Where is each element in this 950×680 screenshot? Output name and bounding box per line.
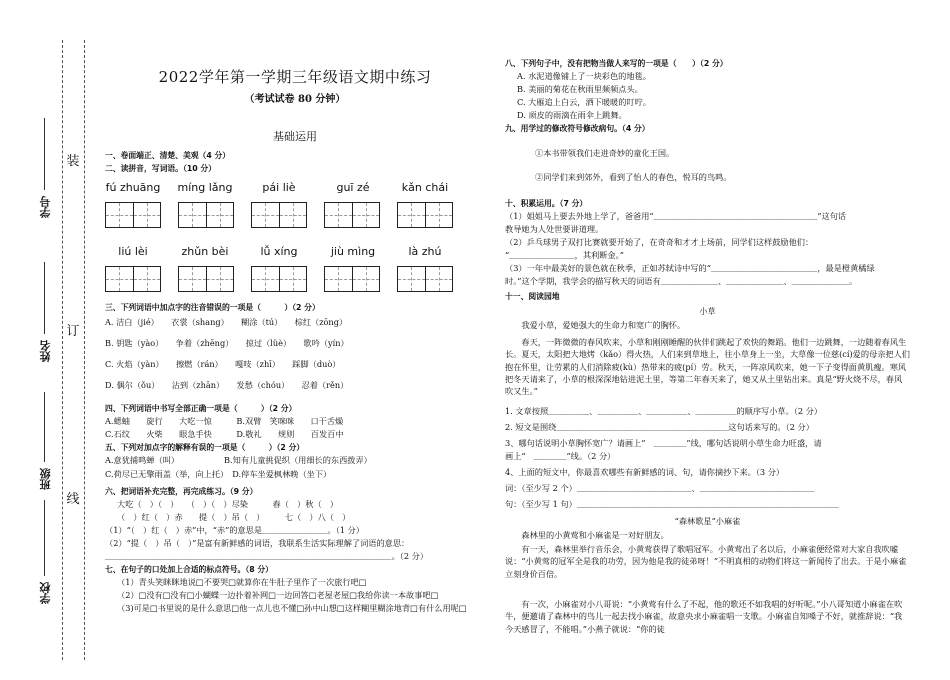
q8-option-a: A. 水泥道像铺上了一块彩色的地毯。 [517, 71, 651, 81]
q6-row: ＿＿＿＿＿＿＿＿＿＿＿＿＿＿＿＿＿＿＿＿＿＿＿＿＿＿＿＿＿＿＿＿＿＿＿。（2 分） [105, 551, 429, 561]
pinyin-label: pái liè [262, 181, 296, 194]
q4-row: C.石纹 火柴 眼急手快 D.敬礼 规则 百发百中 [105, 429, 344, 439]
question-11: 十一、阅读园地 [505, 292, 560, 301]
exam-title: 2022学年第一学期三年级语文期中练习 [158, 68, 432, 86]
field-student-id: 学号 [39, 196, 52, 218]
writing-box[interactable] [324, 266, 380, 292]
writing-box[interactable] [178, 202, 234, 228]
q10-row: “＿＿＿＿＿＿＿＿，其利断金。” [505, 250, 624, 260]
binding-char-zhuang: 装 [66, 148, 79, 171]
pinyin-label: míng lǎng [177, 181, 233, 194]
binding-char-ding: 订 [66, 318, 79, 341]
q6-row: 大吃（ ）（ ） （ ）（ ）尽染 春（ ）秋（ ） [117, 499, 339, 509]
q3-option-b: B. 钥匙（yào） 争着（zhēng） 掠过（lüè） 歌吟（yín） [105, 338, 349, 348]
binding-dashed-line [62, 40, 63, 660]
writing-box[interactable] [397, 202, 453, 228]
article-paragraph: 我爱小草，爱她强大的生命力和宽广的胸怀。 [521, 320, 686, 330]
q9-sentence: ②同学们来到郊外，看到了怡人的春色，悦耳的鸟鸣。 [535, 172, 732, 182]
question-1: 一、卷面端正、清楚、美观（4 分） [105, 151, 231, 160]
q6-row: （1）“（ ）红（ ）赤”中，“赤”的意思是＿＿＿＿＿＿＿＿。（1 分） [105, 525, 365, 535]
writing-box[interactable] [324, 202, 380, 228]
article2-paragraph: 森林里的小黄莺和小麻雀是一对好朋友。 [521, 530, 669, 540]
exam-subtitle: （考试试卷 80 分钟） [244, 94, 346, 105]
article-question: 4、上面的短文中，你最喜欢哪些有新鲜感的词、句，请你摘抄下来。（3 分） [505, 467, 785, 477]
article-paragraph: 春天，一阵微微的春风吹来，小草和刚刚睡醒的伙伴们跳起了欢快的舞蹈。他们一边跳舞，一边随着春风生长。夏天，太阳把大地烤（kǎo）得火热，人们来到草地上，往小草身上一坐，大草像一位慈(cí)爱的母亲把人们抱在怀里，让劳累的人们消除疲(kù）热带来的疲(pí）劳。秋天，一阵凉风吹来，她一下子变得面黄肌瘦。寒风把冬天请来了，小草的根深深地钻进泥土里，等第二年春天来了，她又从土里钻出来。真是“野火烧不尽，春风吹又生。” [505, 337, 910, 397]
writing-box[interactable] [105, 266, 161, 292]
writing-box[interactable] [251, 266, 307, 292]
question-6: 六、把词语补充完整，再完成练习。（9 分） [105, 487, 258, 496]
pinyin-label: kǎn chái [401, 181, 449, 194]
binding-margin [0, 0, 100, 680]
article-title: 小草 [699, 306, 716, 316]
q10-row: （3）一年中最美好的景色就在秋季，正如苏轼诗中写的“＿＿＿＿＿＿＿＿＿＿＿＿＿，最是橙黄橘绿 [505, 263, 875, 273]
article-question: 2. 短文是围绕＿＿＿＿＿＿＿＿＿＿＿＿＿＿＿＿＿＿＿＿＿这句话来写的。（2 分） [505, 422, 814, 432]
field-name: 姓名 [39, 340, 52, 362]
binding-char-xian: 线 [66, 486, 79, 509]
field-student-id-line[interactable] [44, 118, 45, 190]
question-2: 二、读拼音，写词语。（10 分） [105, 164, 217, 173]
question-3: 三、下列词语中加点字的注音错误的一项是（ ）（2 分） [105, 303, 320, 312]
question-4: 四、下列词语中书写全部正确一项是（ ）（2 分） [105, 404, 297, 413]
article-question: 词：（至少写 2 个）＿＿＿＿＿＿＿＿＿＿＿＿＿＿、＿＿＿＿＿＿＿＿＿＿＿＿＿＿ [505, 483, 815, 493]
q6-row: （2）“提（ ）吊（ ）”是富有新鲜感的词语，我联系生活实际理解了词语的意思： [105, 538, 410, 548]
field-name-line[interactable] [44, 262, 45, 334]
q3-option-a: A. 洁白（jié） 衣裳（shang） 糊涂（tú） 棕红（zōng） [105, 317, 348, 327]
section-heading: 基础运用 [273, 130, 317, 143]
article-question: 句：（至少写 1 句）＿＿＿＿＿＿＿＿＿＿＿＿＿＿＿＿＿＿＿＿＿＿＿＿＿＿＿＿＿＿＿＿ [505, 499, 839, 509]
pinyin-label: jiù mìng [330, 245, 376, 258]
writing-box[interactable] [251, 202, 307, 228]
article-question: 画上“ ＿＿＿＿”线。（2 分） [505, 451, 616, 461]
article-question: 3、哪句话说明小草胸怀宽广？请画上“ ＿＿＿＿”线，哪句话说明小草生命力旺盛，请 [505, 438, 822, 448]
pinyin-label: lǚ xíng [260, 245, 298, 258]
q8-option-b: B. 美丽的菊花在秋雨里频频点头。 [517, 84, 643, 94]
question-8: 八、下列句子中，没有把物当做人来写的一项是（ ）（2 分） [505, 59, 728, 68]
pinyin-label: fú zhuāng [105, 181, 161, 194]
q10-row: （1）姐姐马上要去外地上学了，爸爸用“＿＿＿＿＿＿＿＿＿＿＿＿＿＿＿＿＿＿＿＿”这句话 [505, 211, 847, 221]
q4-row: A.蟋蚰 旋行 大吃一惊 B.双臂 笑咪咪 口干舌燥 [105, 416, 344, 426]
q10-row: （2）乒乓球男子双打比赛就要开始了，在奇奇和才才上场前，同学们这样鼓励他们： [505, 237, 814, 247]
pinyin-label: liú lèi [118, 245, 148, 258]
writing-box[interactable] [105, 202, 161, 228]
question-7: 七、在句子的口处加上合适的标点符号。（8 分） [105, 565, 273, 574]
q5-row: A.意犹捕鸣蝉（叫） B.知有儿童挑促织（用细长的东西拨弄） [105, 455, 372, 465]
q7-row: （2）□没有□没有□小蝴蝶一边扑着补网□一边回答□老屋老屋□我给你读一本故事吧□ [117, 590, 439, 600]
pinyin-label: zhǔn bèi [181, 245, 229, 258]
article2-paragraph: 有一次，小麻雀对小八哥说：“小黄莺有什么了不起，他的歌还不如我唱的好听呢。”小八哥知道小麻雀在吹牛，便邀请了森林中的鸟儿一起去找小麻雀，故意央求小麻雀唱一支歌。小麻雀自知嗓子不好，就推辞说：“我今天感冒了，不能唱。”小燕子就说：“你的徒 [505, 599, 903, 634]
q10-row: 教导她为人处世要讲道理。 [505, 224, 604, 234]
q8-option-c: C. 大雁追上白云，洒下暖暖的叮咛。 [517, 97, 651, 107]
field-class-line[interactable] [44, 392, 45, 462]
pinyin-label: guī zé [336, 181, 370, 194]
writing-box[interactable] [178, 266, 234, 292]
q6-row: （ ）红（ ）赤 提（ ）吊（ ） 七（ ）八（ ） [117, 512, 351, 522]
field-class: 班级 [39, 468, 52, 490]
field-school-line[interactable] [44, 500, 45, 576]
article-question: 1. 文章按照＿＿＿＿＿、＿＿＿＿＿、＿＿＿＿＿、＿＿＿＿＿的顺序写小草。（2 分） [505, 406, 823, 416]
q5-row: C.荷尽已无擎雨盖（举，向上托） D.停车坐爱枫林晚（坐下） [105, 469, 332, 479]
q10-row: 时。”这个学期，我学会的描写秋天的词语有＿＿＿＿＿＿＿、＿＿＿＿＿＿＿、＿＿＿＿＿＿＿。 [505, 276, 858, 286]
question-10: 十、积累运用。（7 分） [505, 199, 588, 208]
pinyin-label: là zhú [408, 245, 442, 258]
binding-dashed-line [84, 40, 85, 660]
article2-paragraph: 有一天，森林里举行音乐会，小黄莺获得了歌唱冠军。小黄莺出了名以后，小麻雀便经常对大家自我吹嘘说：“小黄莺的冠军全是我的功劳，因为他是我的徒弟呀！”不明真相的动物们将这一新闻传了出去。于是小麻雀立刻身价百倍。 [505, 544, 907, 579]
q7-row: （1）青头笑眯眯地说□不要哭□就算你在牛肚子里作了一次旅行吧□ [117, 577, 367, 587]
field-school: 学校 [39, 582, 52, 604]
question-9: 九、用学过的修改符号修改病句。（4 分） [505, 124, 650, 133]
q8-option-d: D. 顽皮的雨滴在雨伞上跳舞。 [517, 110, 627, 120]
q7-row: （3)可是□书里说的是什么意思□他一点儿也不懂□孙中山想□这样糊里糊涂地背□有什么用呢□ [117, 603, 467, 613]
question-5: 五、下列对加点字的解释有误的一项是（ ）（2 分） [105, 443, 305, 452]
q3-option-d: D. 偶尔（ǒu） 沾到（zhān） 发愁（chóu） 忍着（rěn） [105, 380, 349, 390]
q3-option-c: C. 火焰（yàn） 擦燃（rán） 嘎吱（zhī） 踩脚（duò） [105, 359, 341, 369]
q9-sentence: ①本书带领我们走进奇妙的童化王国。 [535, 148, 675, 158]
article2-title: “森林歌星”小麻雀 [674, 516, 741, 526]
writing-box[interactable] [397, 266, 453, 292]
